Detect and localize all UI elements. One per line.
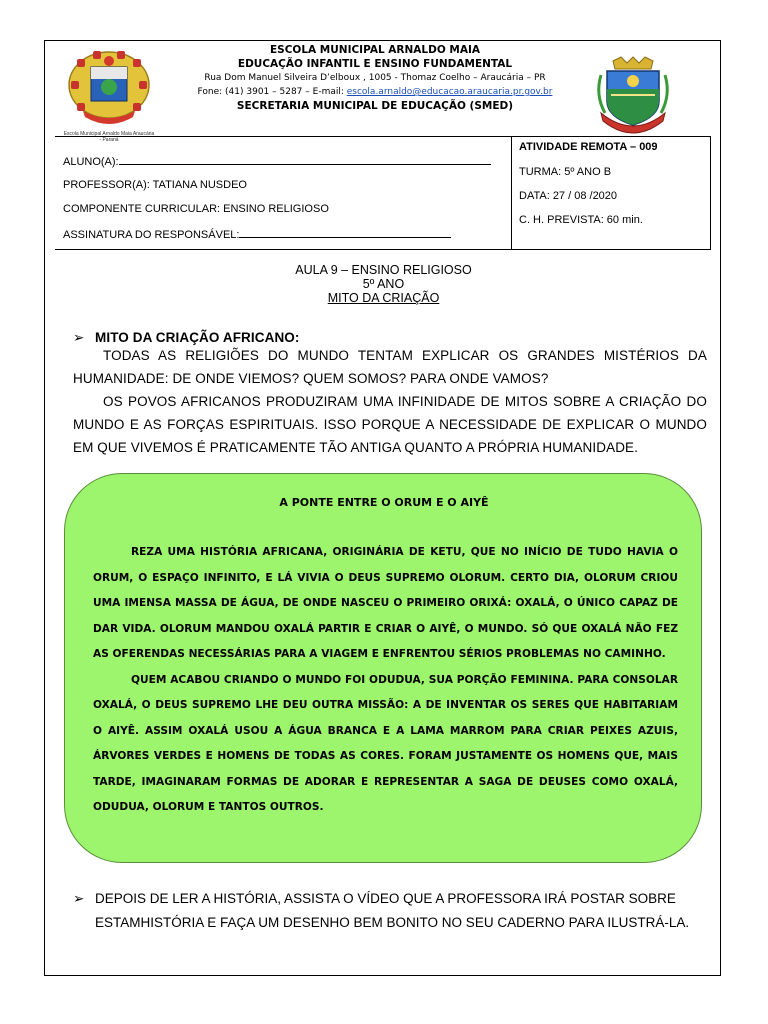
arrow-bullet-icon: ➢	[73, 330, 85, 345]
info-left-column	[55, 136, 512, 250]
lesson-header	[45, 263, 722, 305]
coat-of-arms-icon	[593, 55, 673, 135]
story-text	[93, 540, 678, 821]
paragraph-1: TODAS AS RELIGIÕES DO MUNDO TENTAM EXPLICAR OS GRANDES MISTÉRIOS DA HUMANIDADE: DE ONDE VIEMOS? QUEM SOMOS? PARA ONDE VAMOS?	[73, 348, 707, 386]
student-name-field[interactable]	[63, 154, 491, 168]
lesson-topic: MITO DA CRIAÇÃO	[327, 291, 440, 305]
student-name-label: ALUNO(A):	[63, 156, 119, 168]
info-right-column	[512, 136, 711, 250]
school-header	[155, 43, 595, 113]
school-crest-icon	[63, 45, 155, 131]
worksheet-page	[44, 40, 721, 976]
school-name: ESCOLA MUNICIPAL ARNALDO MAIA	[269, 44, 481, 56]
date-label: DATA: 27 / 08 /2020	[519, 190, 618, 202]
student-info-box	[55, 136, 711, 250]
activity-title: ATIVIDADE REMOTA – 009	[519, 141, 658, 153]
story-paragraph-2: QUEM ACABOU CRIANDO O MUNDO FOI ODUDUA, SUA PORÇÃO FEMININA. PARA CONSOLAR OXALÁ, O DEUS SUPREMO LHE DEU OUTRA MISSÃO: A DE INVENTAR OS SERES QUE HABITARIAM O AIYÊ. ASSIM OXALÁ USOU A ÁGUA BRANCA E A LAMA MARROM PARA CRIAR PEIXES AZUIS, ÁRVORES VERDES E HOMENS DE TODAS AS CORES. FORAM JUSTAMENTE OS HOMENS QUE, MAIS TARDE, IMAGINARAM FORMAS DE ADORAR E REPRESENTAR A SAGA DE DEUSES COMO OXALÁ, ODUDUA, OLORUM E TANTOS OUTROS.	[93, 673, 678, 813]
final-instruction	[73, 887, 693, 935]
paragraph-2: OS POVOS AFRICANOS PRODUZIRAM UMA INFINIDADE DE MITOS SOBRE A CRIAÇÃO DO MUNDO E AS FORÇAS ESPIRITUAIS. ISSO PORQUE A NECESSIDADE DE EXPLICAR O MUNDO EM QUE VIVEMOS É PRATICAMENTE TÃO ANTIGA QUANTO A PRÓPRIA HUMANIDADE.	[73, 394, 707, 455]
lesson-grade: 5º ANO	[362, 277, 405, 291]
section-title: MITO DA CRIAÇÃO AFRICANO:	[95, 330, 300, 345]
body-paragraphs	[73, 344, 707, 459]
email-link[interactable]: escola.arnaldo@educacao.araucaria.pr.gov.br	[346, 87, 553, 97]
school-crest-logo	[63, 45, 155, 143]
school-address: Rua Dom Manuel Silveira D’elboux , 1005 - Thomaz Coelho – Araucária – PR	[204, 73, 546, 83]
phone-text: Fone: (41) 3901 – 5287 – E-mail:	[197, 87, 347, 97]
teacher-name: PROFESSOR(A): TATIANA NUSDEO	[63, 179, 247, 191]
class-label: TURMA: 5º ANO B	[519, 166, 612, 178]
lesson-title: AULA 9 – ENSINO RELIGIOSO	[295, 263, 472, 277]
story-title: A PONTE ENTRE O ORUM E O AIYÊ	[279, 496, 489, 509]
secretaria-name: SECRETARIA MUNICIPAL DE EDUCAÇÃO (SMED)	[236, 100, 514, 112]
curricular-component: COMPONENTE CURRICULAR: ENSINO RELIGIOSO	[63, 203, 329, 215]
logo-caption: Escola Municipal Arnaldo Maia Araucária - Paraná	[63, 131, 155, 143]
workload-label: C. H. PREVISTA: 60 min.	[519, 214, 643, 226]
school-level: EDUCAÇÃO INFANTIL E ENSINO FUNDAMENTAL	[237, 58, 513, 70]
guardian-signature-field[interactable]	[63, 227, 451, 241]
city-coat-of-arms-logo	[593, 55, 673, 135]
story-box	[64, 473, 702, 863]
signature-line[interactable]	[239, 227, 451, 238]
school-contact	[155, 85, 595, 99]
student-name-line[interactable]	[119, 154, 491, 165]
info-box-bottom-border	[55, 249, 711, 250]
arrow-bullet-icon: ➢	[73, 891, 85, 906]
final-instruction-text: DEPOIS DE LER A HISTÓRIA, ASSISTA O VÍDEO QUE A PROFESSORA IRÁ POSTAR SOBRE ESTAMHISTÓRIA E FAÇA UM DESENHO BEM BONITO NO SEU CADERNO PARA ILUSTRÁ-LA.	[95, 891, 690, 930]
signature-label: ASSINATURA DO RESPONSÁVEL:	[63, 229, 240, 241]
story-paragraph-1: REZA UMA HISTÓRIA AFRICANA, ORIGINÁRIA DE KETU, QUE NO INÍCIO DE TUDO HAVIA O ORUM, O ESPAÇO INFINITO, E LÁ VIVIA O DEUS SUPREMO OLORUM. CERTO DIA, OLORUM CRIOU UMA IMENSA MASSA DE ÁGUA, DE ONDE NASCEU O PRIMEIRO ORIXÁ: OXALÁ, O ÚNICO CAPAZ DE DAR VIDA. OLORUM MANDOU OXALÁ PARTIR E CRIAR O AIYÊ, O MUNDO. SÓ QUE OXALÁ NÃO FEZ AS OFERENDAS NECESSÁRIAS PARA A VIAGEM E ENFRENTOU SÉRIOS PROBLEMAS NO CAMINHO.	[93, 546, 678, 660]
